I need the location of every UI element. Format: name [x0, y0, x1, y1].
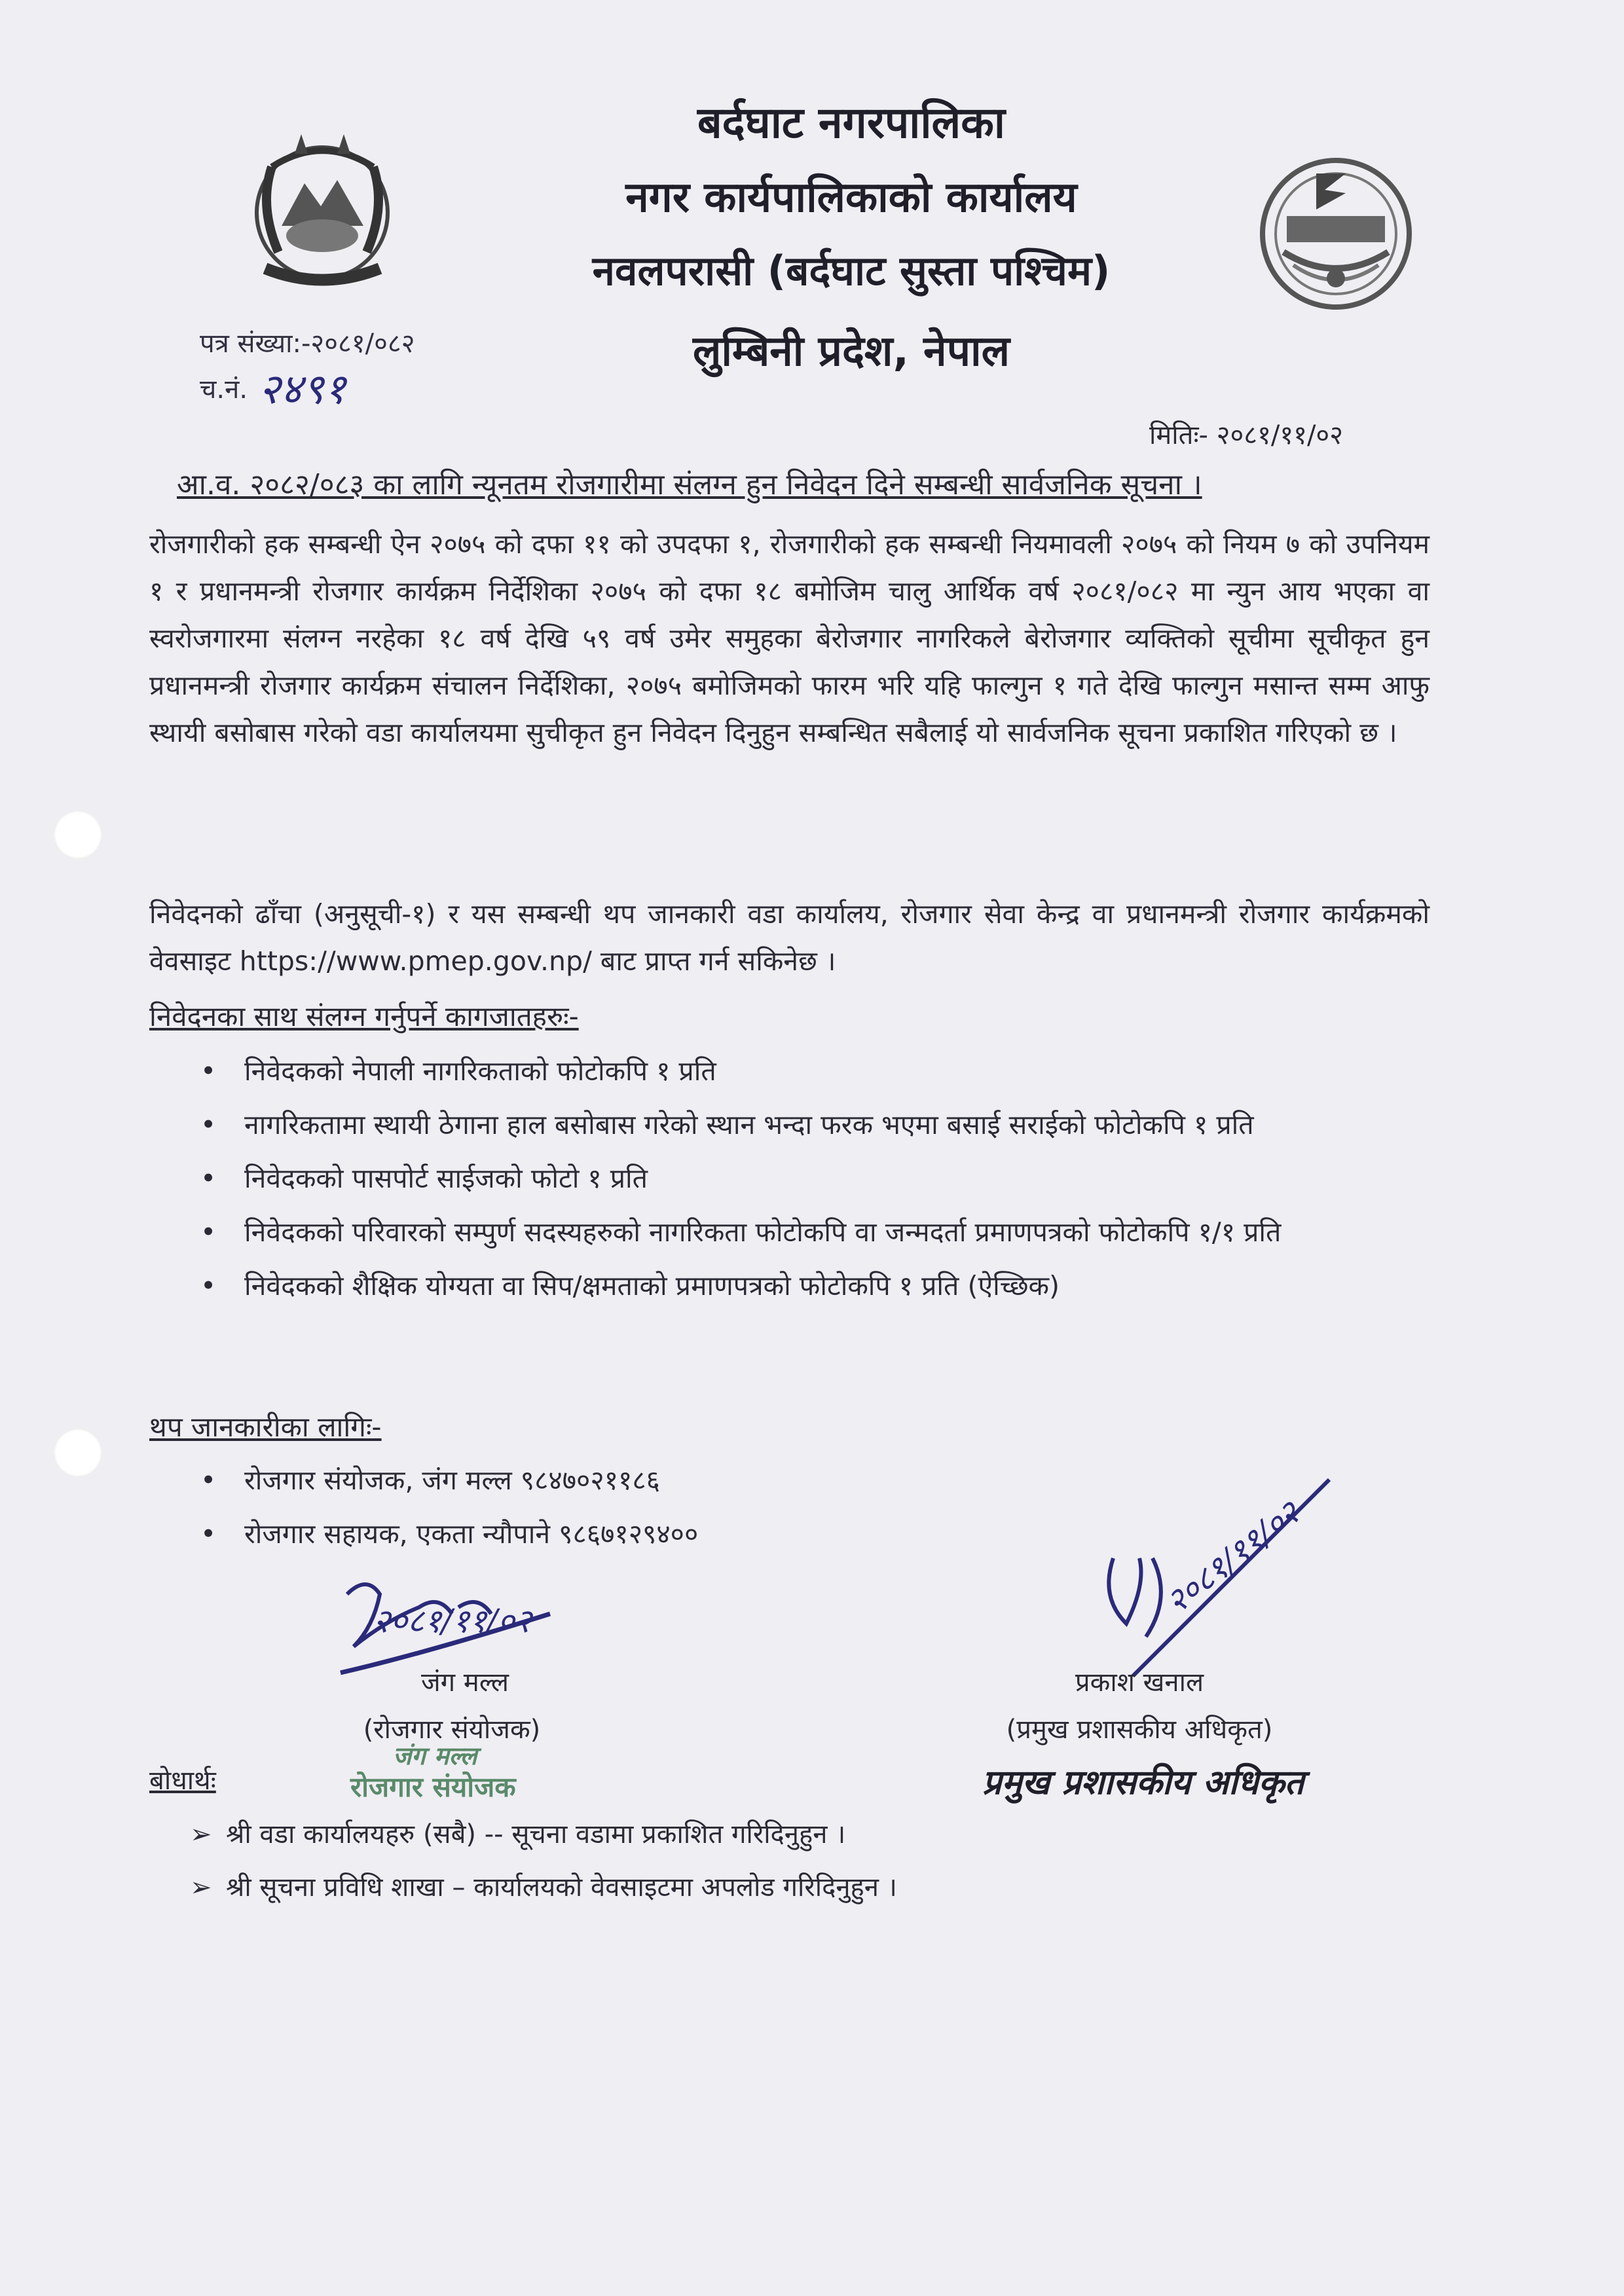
body-paragraph-1: रोजगारीको हक सम्बन्धी ऐन २०७५ को दफा ११ को उपदफा १, रोजगारीको हक सम्बन्धी नियमावली २०७५ को नियम ७ को उपनियम १ र प्रधानमन्त्री रोजगार कार्यक्रम निर्देशिका २०७५ को दफा १८ बमोजिम चालु आर्थिक वर्ष २०८१/०८२ मा न्युन आय भएका वा स्वरोजगारमा संलग्न नरहेका १८ वर्ष देखि ५९ वर्ष उमेर समुहका बेरोजगार नागरिकले बेरोजगार व्यक्तिको सूचीमा सूचीकृत हुन प्रधानमन्त्री रोजगार कार्यक्रम संचालन निर्देशिका, २०७५ बमोजिमको फारम भरि यहि फाल्गुन १ गते देखि फाल्गुन मसान्त सम्म आफु स्थायी बसोबास गरेको वडा कार्यालयमा सुचीकृत हुन निवेदन दिनुहुन सम्बन्धित सबैलाई यो सार्वजनिक सूचना प्रकाशित गरिएको छ ।	[149, 528, 1430, 748]
letter-number: पत्र संख्या:-२०८१/०८२	[200, 329, 415, 359]
bullet-icon: •	[200, 1055, 217, 1087]
punch-hole-top	[54, 811, 102, 859]
left-signatory-title: (रोजगार संयोजक)	[363, 1715, 541, 1745]
list-item: • निवेदकको पासपोर्ट साईजको फोटो १ प्रति	[149, 1155, 1433, 1202]
list-item: • रोजगार सहायक, एकता न्यौपाने ९८६७१२९४००	[149, 1510, 1433, 1558]
contacts-heading: थप जानकारीका लागिः-	[149, 1411, 382, 1443]
district-name: नवलपरासी (बर्दघाट सुस्ता पश्चिम)	[592, 247, 1111, 295]
bullet-icon: •	[200, 1216, 217, 1248]
office-name: नगर कार्यपालिकाको कार्यालय	[625, 173, 1077, 222]
cc-item: ➢ श्री सूचना प्रविधि शाखा – कार्यालयको वेवसाइटमा अपलोड गरिदिनुहुन ।	[190, 1872, 897, 1903]
dispatch-number: २४९१	[259, 365, 346, 414]
bullet-icon: •	[200, 1270, 217, 1302]
list-item: • निवेदकको नेपाली नागरिकताको फोटोकपि १ प्रति	[149, 1048, 1433, 1095]
right-signature-date: २०८१/११/०२	[1158, 1493, 1307, 1622]
notice-subject: आ.व. २०८२/०८३ का लागि न्यूनतम रोजगारीमा संलग्न हुन निवेदन दिने सम्बन्धी सार्वजनिक सूचना ।	[177, 468, 1202, 501]
cc-label: बोधार्थः	[149, 1766, 216, 1796]
left-stamp-name: जंग मल्ल	[393, 1741, 477, 1770]
bullet-icon: •	[200, 1163, 217, 1194]
cc-item: ➢ श्री वडा कार्यालयहरु (सबै) -- सूचना वडामा प्रकाशित गरिदिनुहुन ।	[190, 1819, 846, 1850]
right-stamp: प्रमुख प्रशासकीय अधिकृत	[982, 1763, 1304, 1802]
left-signature-date: २०८१/११/०२	[373, 1602, 532, 1640]
left-stamp-title: रोजगार संयोजक	[350, 1771, 516, 1803]
arrow-icon: ➢	[190, 1819, 212, 1850]
municipality-name: बर्दघाट नगरपालिका	[697, 98, 1006, 148]
punch-hole-bottom	[54, 1429, 102, 1477]
list-item: • नागरिकतामा स्थायी ठेगाना हाल बसोबास गरेको स्थान भन्दा फरक भएमा बसाई सराईको फोटोकपि १ प्रति	[149, 1101, 1433, 1148]
right-signatory-title: (प्रमुख प्रशासकीय अधिकृत)	[1006, 1715, 1273, 1745]
province-name: लुम्बिनी प्रदेश, नेपाल	[692, 327, 1010, 376]
nepal-emblem-icon	[232, 128, 413, 291]
body-paragraph-2: निवेदनको ढाँचा (अनुसूची-१) र यस सम्बन्धी थप जानकारी वडा कार्यालय, रोजगार सेवा केन्द्र वा प्रधानमन्त्री रोजगार कार्यक्रमको वेवसाइट https://www.pmep.gov.np/ बाट प्राप्त गर्न सकिनेछ ।	[149, 898, 1430, 977]
left-signatory-name: जंग मल्ल	[421, 1667, 509, 1698]
right-signatory-name: प्रकाश खनाल	[1075, 1667, 1204, 1698]
list-item: • रोजगार संयोजक, जंग मल्ल ९८४७०२११८६	[149, 1457, 1433, 1504]
list-item: • निवेदकको परिवारको सम्पुर्ण सदस्यहरुको नागरिकता फोटोकपि वा जन्मदर्ता प्रमाणपत्रको फोटोकपि १/१ प्रति	[149, 1209, 1433, 1256]
bullet-icon: •	[200, 1109, 217, 1140]
municipality-logo-icon	[1247, 154, 1424, 314]
documents-heading: निवेदनका साथ संलग्न गर्नुपर्ने कागजातहरुः-	[149, 1000, 579, 1032]
notice-date: मितिः- २०८१/११/०२	[1149, 420, 1344, 450]
bullet-icon: •	[200, 1518, 217, 1550]
arrow-icon: ➢	[190, 1872, 212, 1903]
bullet-icon: •	[200, 1465, 217, 1496]
documents-list	[149, 1048, 1433, 1316]
list-item: • निवेदकको शैक्षिक योग्यता वा सिप/क्षमताको प्रमाणपत्रको फोटोकपि १ प्रति (ऐच्छिक)	[149, 1262, 1433, 1309]
dispatch-label: च.नं.	[200, 374, 248, 405]
